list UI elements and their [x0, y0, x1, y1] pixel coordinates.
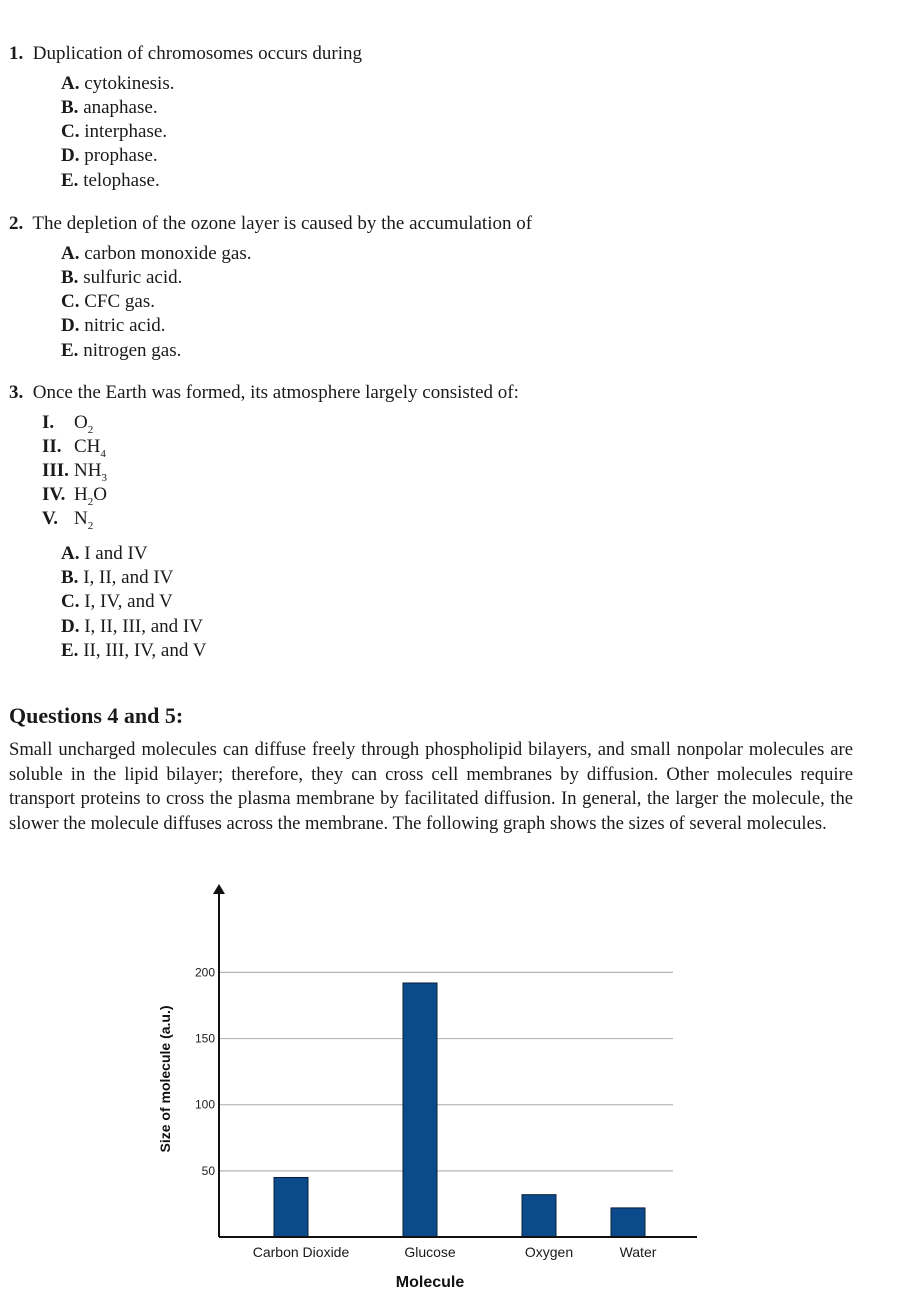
option-text: I, II, and IV: [83, 567, 174, 588]
roman-numeral: II.: [42, 436, 62, 457]
bar-chart: [0, 870, 916, 1312]
option-b[interactable]: [61, 97, 158, 119]
option-letter: A.: [61, 243, 80, 264]
option-c[interactable]: [61, 591, 173, 613]
option-letter: E.: [61, 340, 79, 361]
question-number: 2.: [9, 213, 24, 234]
option-text: nitric acid.: [84, 315, 166, 336]
passage-text: Small uncharged molecules can diffuse freely through phospholipid bilayers, and small nonpolar molecules are soluble in the lipid bilayer; therefore, they can cross cell membranes by diffusion. Other molecules require transport proteins to cross the plasma membrane by facilitated diffusion. In general, the larger the molecule, the slower the molecule diffuses across the membrane. The following graph shows the sizes of several molecules.: [9, 739, 853, 834]
question-text: Duplication of chromosomes occurs during: [32, 43, 363, 64]
roman-item-3: [42, 460, 107, 484]
y-tick-label: 100: [194, 1097, 215, 1112]
roman-numeral: IV.: [42, 484, 66, 505]
roman-numeral: I.: [42, 412, 55, 433]
option-text: telophase.: [83, 170, 160, 191]
question-text: Once the Earth was formed, its atmosphere largely consisted of:: [32, 382, 519, 403]
question-number: 3.: [9, 382, 24, 403]
formula-base: CH: [74, 436, 101, 457]
option-letter: D.: [61, 616, 80, 637]
x-category-label: Oxygen: [524, 1244, 574, 1260]
option-letter: B.: [61, 567, 79, 588]
formula-base: N: [74, 508, 88, 529]
option-letter: B.: [61, 97, 79, 118]
option-a[interactable]: [61, 243, 252, 265]
bar: [274, 1177, 308, 1237]
option-text: II, III, IV, and V: [83, 640, 207, 661]
option-letter: C.: [61, 121, 80, 142]
option-b[interactable]: [61, 267, 182, 289]
option-e[interactable]: [61, 640, 206, 662]
formula-subscript: 3: [101, 471, 107, 484]
question-stem: [9, 213, 532, 235]
roman-numeral: III.: [42, 460, 69, 481]
formula-base: H: [74, 484, 88, 505]
option-d[interactable]: [61, 145, 158, 167]
option-letter: A.: [61, 73, 80, 94]
option-e[interactable]: [61, 170, 160, 192]
bar: [522, 1195, 556, 1237]
option-text: cytokinesis.: [84, 73, 175, 94]
formula-base: NH: [74, 460, 102, 481]
option-c[interactable]: [61, 121, 167, 143]
y-tick-label: 200: [194, 965, 215, 980]
option-letter: D.: [61, 315, 80, 336]
option-d[interactable]: [61, 315, 165, 337]
option-a[interactable]: [61, 73, 174, 95]
question-number: 1.: [9, 43, 24, 64]
option-letter: B.: [61, 267, 79, 288]
x-category-label: Glucose: [404, 1244, 456, 1260]
option-text: I, II, III, and IV: [84, 616, 203, 637]
option-letter: E.: [61, 640, 79, 661]
roman-item-5: [42, 508, 93, 532]
option-b[interactable]: [61, 567, 173, 589]
y-tick-label: 50: [201, 1163, 215, 1178]
option-letter: D.: [61, 145, 80, 166]
y-axis-title: Size of molecule (a.u.): [157, 1005, 173, 1153]
option-text: carbon monoxide gas.: [84, 243, 252, 264]
option-text: I, IV, and V: [84, 591, 173, 612]
x-category-label: Water: [619, 1244, 657, 1260]
option-c[interactable]: [61, 291, 155, 313]
question-stem: [9, 382, 519, 404]
formula-base: O: [74, 412, 88, 433]
option-text: prophase.: [84, 145, 158, 166]
formula-subscript: 2: [87, 495, 94, 508]
y-axis-arrow: [213, 884, 225, 894]
x-axis-title: Molecule: [395, 1274, 465, 1291]
x-category-label: Carbon Dioxide: [252, 1244, 350, 1260]
section-heading: Questions 4 and 5:: [9, 703, 184, 728]
formula-subscript: 2: [87, 519, 94, 532]
y-tick-label: 150: [194, 1031, 215, 1046]
question-stem: [9, 43, 362, 65]
option-text: anaphase.: [83, 97, 158, 118]
option-e[interactable]: [61, 340, 181, 362]
option-text: interphase.: [84, 121, 168, 142]
option-letter: C.: [61, 591, 80, 612]
option-letter: C.: [61, 291, 80, 312]
formula-tail: O: [93, 484, 107, 505]
formula-subscript: 4: [100, 447, 106, 460]
roman-item-4: [42, 484, 107, 508]
roman-item-1: [42, 412, 93, 436]
option-letter: A.: [61, 543, 80, 564]
option-d[interactable]: [61, 616, 203, 638]
option-text: sulfuric acid.: [83, 267, 183, 288]
bar: [403, 983, 437, 1237]
question-text: The depletion of the ozone layer is caused by the accumulation of: [32, 213, 533, 234]
option-text: nitrogen gas.: [83, 340, 182, 361]
roman-item-2: [42, 436, 106, 460]
bar: [611, 1208, 645, 1237]
option-a[interactable]: [61, 543, 148, 565]
option-text: I and IV: [84, 543, 148, 564]
option-text: CFC gas.: [84, 291, 155, 312]
roman-numeral: V.: [42, 508, 59, 529]
formula-subscript: 2: [87, 423, 94, 436]
option-letter: E.: [61, 170, 79, 191]
